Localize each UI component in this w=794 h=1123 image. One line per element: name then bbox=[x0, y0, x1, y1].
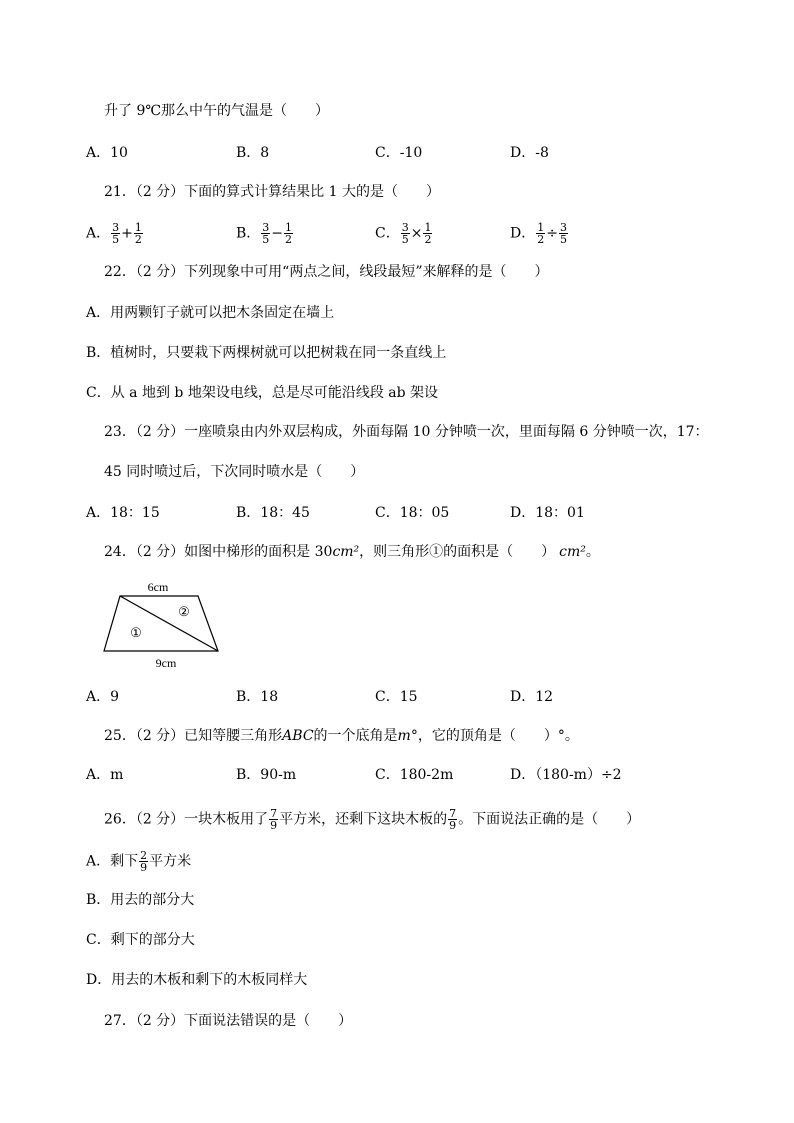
fraction: $\frac{3}{5}$ bbox=[401, 221, 409, 246]
bottom-base-label: 9cm bbox=[155, 656, 177, 670]
option-letter: A． bbox=[86, 225, 111, 242]
q20-option-d[interactable]: D．-8 bbox=[510, 145, 549, 161]
fraction: $\frac{7}{9}$ bbox=[270, 807, 278, 832]
q24-option-c[interactable]: C．15 bbox=[375, 689, 418, 705]
q21-option-a[interactable] bbox=[86, 222, 144, 245]
q25-option-d[interactable]: D．（180-m）÷2 bbox=[510, 767, 622, 783]
fraction: $\frac{7}{9}$ bbox=[449, 807, 457, 832]
q22-option-c[interactable]: C．从 a 地到 b 地架设电线，总是尽可能沿线段 ab 架设 bbox=[86, 385, 439, 401]
q26-option-d[interactable]: D．用去的木板和剩下的木板同样大 bbox=[86, 972, 308, 988]
q26-stem: 26．（2 分）一块木板用了 $\frac{7}{9}$ 平方米，还剩下这块木板的 $\frac{7}{9}$ 。下面说法正确的是（ ） bbox=[104, 807, 641, 832]
q22-option-a[interactable]: A．用两颗钉子就可以把木条固定在墙上 bbox=[86, 305, 335, 321]
q22-option-b[interactable]: B．植树时，只要栽下两棵树就可以把树栽在同一条直线上 bbox=[86, 345, 447, 361]
q23-option-b[interactable]: B．18：45 bbox=[236, 505, 310, 521]
q26-option-b[interactable]: B．用去的部分大 bbox=[86, 892, 195, 908]
q26-option-a[interactable]: A．剩下 $\frac{2}{9}$ 平方米 bbox=[86, 849, 192, 874]
q21-option-c[interactable] bbox=[375, 222, 433, 245]
q23-option-c[interactable]: C．18：05 bbox=[375, 505, 450, 521]
q21-stem: 21．（2 分）下面的算式计算结果比 1 大的是（ ） bbox=[104, 184, 440, 200]
fraction: $\frac{1}{2}$ bbox=[134, 221, 142, 246]
region-1-label: ① bbox=[130, 625, 142, 640]
option-letter: B． bbox=[236, 225, 261, 242]
q25-option-c[interactable]: C．180-2m bbox=[375, 767, 454, 783]
fraction: $\frac{3}{5}$ bbox=[112, 221, 120, 246]
q23-option-a[interactable]: A．18：15 bbox=[86, 505, 160, 521]
q20-option-c[interactable]: C．-10 bbox=[375, 145, 423, 161]
operator: × bbox=[410, 225, 423, 242]
q22-stem: 22．（2 分）下列现象中可用“两点之间，线段最短”来解释的是（ ） bbox=[104, 264, 549, 280]
q25-option-a[interactable]: A．m bbox=[86, 767, 124, 783]
q26-option-c[interactable]: C．剩下的部分大 bbox=[86, 932, 195, 948]
option-letter: D． bbox=[510, 225, 536, 242]
q20-option-b[interactable]: B．8 bbox=[236, 145, 270, 161]
q25-stem: 25．（2 分）已知等腰三角形ABC的一个底角是m°，它的顶角是（ ）°。 bbox=[104, 728, 579, 744]
operator: + bbox=[121, 225, 133, 242]
operator: ÷ bbox=[546, 225, 558, 242]
fraction: $\frac{1}{2}$ bbox=[424, 221, 432, 246]
trapezoid-figure bbox=[100, 575, 225, 670]
fraction: $\frac{3}{5}$ bbox=[559, 221, 567, 246]
trapezoid-outline bbox=[104, 596, 218, 651]
top-base-label: 6cm bbox=[147, 580, 169, 594]
q24-option-a[interactable]: A．9 bbox=[86, 689, 120, 705]
q21-option-b[interactable] bbox=[236, 222, 294, 245]
q27-stem: 27．（2 分）下面说法错误的是（ ） bbox=[104, 1013, 353, 1029]
fraction: $\frac{1}{2}$ bbox=[285, 221, 293, 246]
q23-option-d[interactable]: D．18：01 bbox=[510, 505, 585, 521]
fraction: $\frac{2}{9}$ bbox=[140, 849, 148, 874]
q21-option-d[interactable] bbox=[510, 222, 569, 245]
trapezoid-diagonal bbox=[120, 596, 218, 651]
fraction: $\frac{3}{5}$ bbox=[262, 221, 270, 246]
region-2-label: ② bbox=[178, 604, 190, 619]
fraction: $\frac{1}{2}$ bbox=[537, 221, 545, 246]
q24-option-d[interactable]: D．12 bbox=[510, 689, 554, 705]
option-letter: C． bbox=[375, 225, 400, 242]
q20-option-a[interactable]: A．10 bbox=[86, 145, 128, 161]
q23-stem-line1: 23．（2 分）一座喷泉由内外双层构成，外面每隔 10 分钟喷一次，里面每隔 6 分钟喷一次，17： bbox=[104, 424, 709, 440]
operator: − bbox=[271, 225, 284, 242]
q20-stem-continuation: 升了 9℃那么中午的气温是（ ） bbox=[104, 103, 330, 119]
q24-option-b[interactable]: B．18 bbox=[236, 689, 279, 705]
q23-stem-line2: 45 同时喷过后，下次同时喷水是（ ） bbox=[104, 464, 365, 480]
q24-stem: 24．（2 分）如图中梯形的面积是 30cm²，则三角形①的面积是（ ） cm²。 bbox=[104, 544, 600, 560]
q25-option-b[interactable]: B．90-m bbox=[236, 767, 297, 783]
